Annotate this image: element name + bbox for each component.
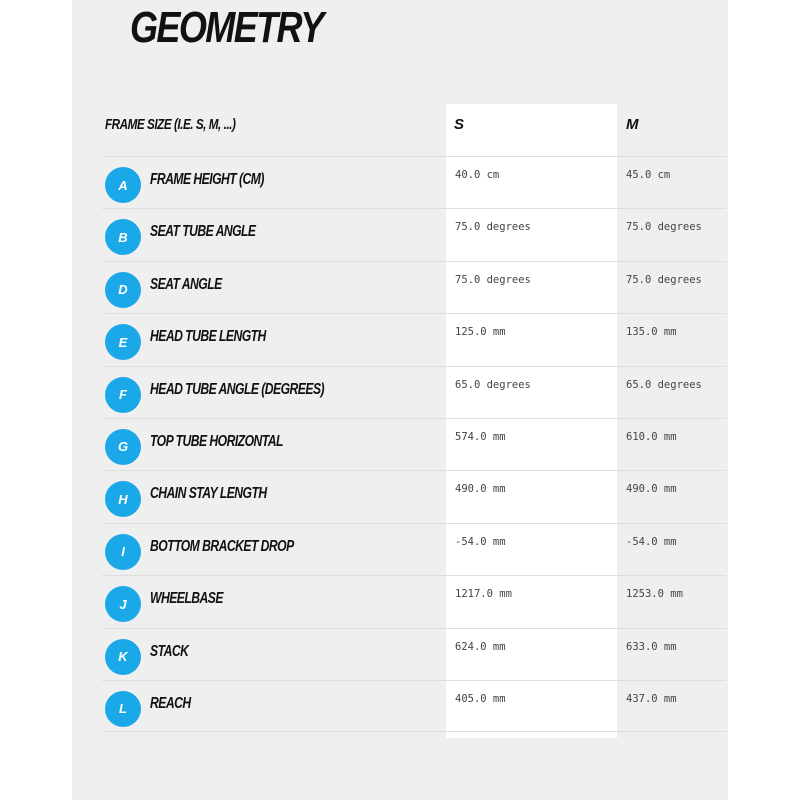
measurement-label: HEAD TUBE ANGLE (DEGREES) bbox=[150, 380, 325, 398]
measurement-label: WHEELBASE bbox=[150, 590, 223, 608]
measurement-label: CHAIN STAY LENGTH bbox=[150, 485, 267, 503]
letter-badge: D bbox=[105, 272, 141, 308]
size-s-value: 40.0 cm bbox=[455, 169, 500, 181]
letter-badge: I bbox=[105, 534, 141, 570]
measurement-label: BOTTOM BRACKET DROP bbox=[150, 537, 294, 555]
table-row bbox=[102, 470, 726, 522]
measurement-label: TOP TUBE HORIZONTAL bbox=[150, 432, 283, 450]
table-row bbox=[102, 208, 726, 260]
letter-badge: A bbox=[105, 167, 141, 203]
letter-badge: B bbox=[105, 219, 141, 255]
page-title: GEOMETRY bbox=[130, 3, 323, 52]
size-m-value: 437.0 mm bbox=[626, 692, 677, 705]
size-m-value: 490.0 mm bbox=[626, 483, 677, 496]
frame-size-header: FRAME SIZE (I.E. S, M, ...) bbox=[105, 116, 236, 133]
size-s-value: 75.0 degrees bbox=[455, 221, 531, 234]
size-s-header: S bbox=[454, 116, 465, 133]
size-s-value: 624.0 mm bbox=[455, 640, 506, 653]
measurement-label: FRAME HEIGHT (CM) bbox=[150, 171, 264, 188]
size-m-value: 633.0 mm bbox=[626, 640, 677, 653]
letter-badge: E bbox=[105, 324, 141, 360]
letter-badge: H bbox=[105, 481, 141, 517]
measurement-label: REACH bbox=[150, 694, 191, 712]
table-row bbox=[102, 628, 726, 680]
size-m-value: 45.0 cm bbox=[626, 169, 671, 181]
size-s-value: 490.0 mm bbox=[455, 483, 506, 496]
size-m-value: 75.0 degrees bbox=[626, 273, 702, 286]
size-m-value: 610.0 mm bbox=[626, 430, 677, 443]
size-m-value: 65.0 degrees bbox=[626, 378, 702, 391]
geometry-table bbox=[102, 156, 726, 732]
letter-badge: J bbox=[105, 586, 141, 622]
size-m-value: 75.0 degrees bbox=[626, 221, 702, 234]
size-m-value: -54.0 mm bbox=[626, 535, 677, 548]
table-row bbox=[102, 418, 726, 470]
letter-badge: G bbox=[105, 429, 141, 465]
size-s-value: 125.0 mm bbox=[455, 326, 506, 339]
measurement-label: SEAT TUBE ANGLE bbox=[150, 223, 256, 241]
size-s-value: 75.0 degrees bbox=[455, 273, 531, 286]
size-s-value: 65.0 degrees bbox=[455, 378, 531, 391]
table-header bbox=[102, 104, 722, 156]
table-row bbox=[102, 366, 726, 418]
letter-badge: L bbox=[105, 691, 141, 727]
size-s-value: 1217.0 mm bbox=[455, 588, 512, 601]
size-m-value: 135.0 mm bbox=[626, 326, 677, 339]
table-row bbox=[102, 575, 726, 627]
letter-badge: K bbox=[105, 639, 141, 675]
measurement-label: HEAD TUBE LENGTH bbox=[150, 328, 266, 346]
table-row bbox=[102, 523, 726, 575]
size-m-value: 1253.0 mm bbox=[626, 588, 683, 601]
size-s-value: -54.0 mm bbox=[455, 535, 506, 548]
measurement-label: STACK bbox=[150, 642, 189, 660]
table-row bbox=[102, 313, 726, 365]
size-m-header: M bbox=[626, 116, 639, 133]
size-s-value: 574.0 mm bbox=[455, 430, 506, 443]
measurement-label: SEAT ANGLE bbox=[150, 275, 222, 293]
table-row bbox=[102, 680, 726, 732]
size-s-value: 405.0 mm bbox=[455, 692, 506, 705]
letter-badge: F bbox=[105, 377, 141, 413]
table-row bbox=[102, 156, 726, 208]
table-row bbox=[102, 261, 726, 313]
